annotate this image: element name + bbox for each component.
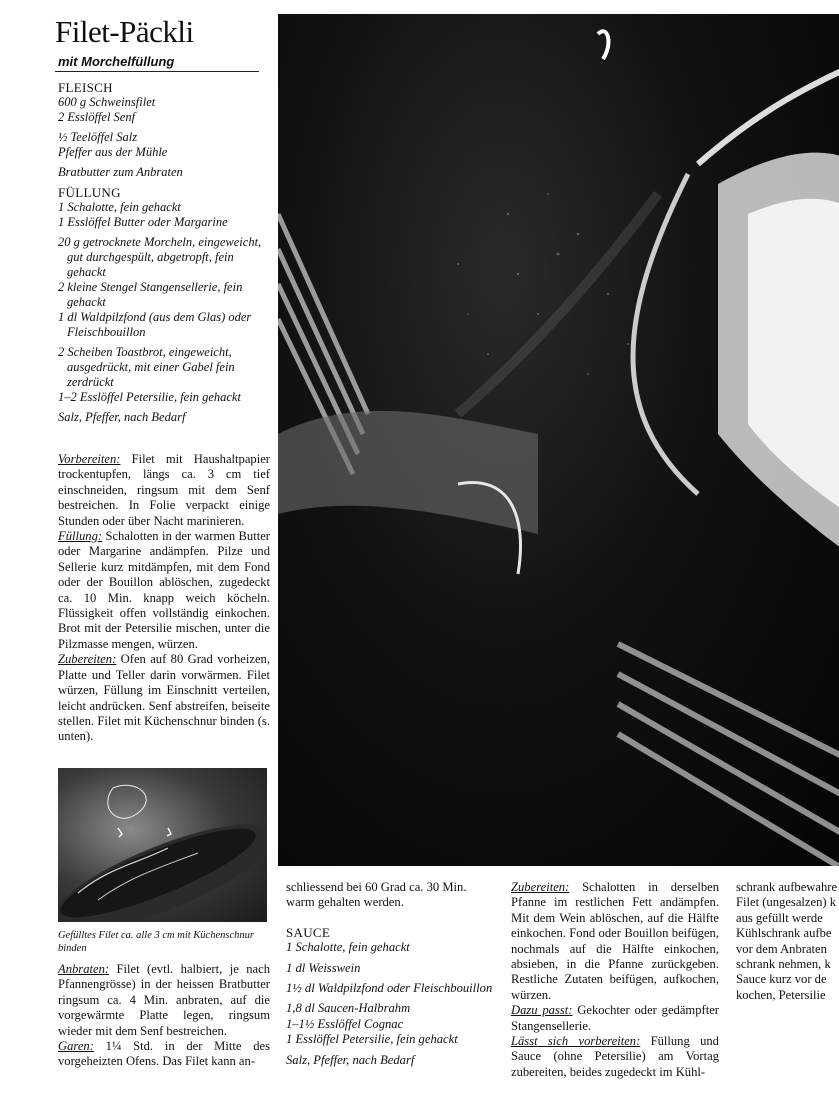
step-text: Filet mit Haushaltpapier trockentupfen, längs ca. 3 cm tief einschneiden, ringsum mit dem Senf bestreichen. In Folie verpackt einige Stunden oder über Nacht marinieren. [58,452,270,528]
cutoff-line: schrank aufbewahre [736,880,838,894]
cutoff-line: Sauce kurz vor de [736,972,827,987]
recipe-subtitle: mit Morchelfüllung [58,54,175,69]
cutoff-line: vor dem Anbraten [736,941,827,956]
step-anbraten [58,962,270,1039]
ingredient-item: 1 dl Waldpilzfond (aus dem Glas) oder Fleischbouillon [58,310,252,339]
sauce-ingredient: 1–1½ Esslöffel Cognac [286,1016,404,1031]
step-text: Gekochter oder gedämpfter Stangensellerie. [511,1003,719,1033]
ingredient-item: 1–2 Esslöffel Petersilie, fein gehackt [58,390,241,404]
step-zubereiten [58,652,270,744]
step-label: Füllung: [58,529,103,544]
cutoff-line: Kühlschrank aufbe [736,926,832,941]
title-divider [55,71,259,72]
step-label: Lässt sich vorbereiten: [511,1034,641,1049]
cutoff-line: kochen, Petersilie [736,987,826,1002]
sauce-method-column [511,880,719,1080]
sauce-ingredient: 1½ dl Waldpilzfond oder Fleischbouillon [286,981,493,996]
step-text: Filet (evtl. halbiert, je nach Pfannengrösse) in der heissen Bratbutter ringsum ca. 4 Min. anbraten, auf die vorgewärmte Platte legen, ringsum wieder mit dem Senf bestreichen. [58,962,270,1038]
step-vorbereiten-tipp [511,1034,719,1080]
step-label: Garen: [58,1039,94,1054]
method-text [58,452,270,745]
continued-text: schliessend bei 60 Grad ca. 30 Min. warm gehalten werden. [286,880,467,910]
ingredient-item: ½ Teelöffel Salz [58,130,138,144]
ingredient-item: 20 g getrocknete Morcheln, eingeweicht, gut durchgespült, abgetropft, fein gehackt [58,235,262,279]
step-fuellung [58,529,270,652]
sauce-ingredient: Salz, Pfeffer, nach Bedarf [286,1052,415,1067]
step-text: Füllung und Sauce (ohne Petersilie) am Vortag zubereiten, beides zugedeckt im Kühl- [511,1034,719,1079]
sauce-ingredient: 1 Esslöffel Petersilie, fein gehackt [286,1032,458,1047]
step-text: Schalotten in der warmen Butter oder Margarine andämpfen. Pilze und Sellerie kurz mitdämpfen, mit dem Fond oder der Bouillon ablöschen, zugedeckt ca. 10 Min. knapp weich köcheln. Flüssigkeit offen vollständig einkochen. Brot mit der Petersilie mischen, unter die Pilzmasse mengen, würzen. [58,529,270,651]
ingredient-item: 2 kleine Stengel Stangensellerie, fein gehackt [58,280,243,309]
ingredient-item: 1 Schalotte, fein gehackt [58,200,181,214]
step-text: 1¼ Std. in der Mitte des vorgeheizten Ofens. Das Filet kann an- [58,1039,270,1069]
ingredient-item: Salz, Pfeffer, nach Bedarf [58,410,186,424]
ingredient-item: 2 Scheiben Toastbrot, eingeweicht, ausgedrückt, mit einer Gabel fein zerdrückt [58,345,235,389]
ingredient-list [58,80,270,425]
ingredient-item: 1 Esslöffel Butter oder Margarine [58,215,228,229]
step-sauce-zubereiten [511,880,719,1003]
sauce-ingredient: 1 Schalotte, fein gehackt [286,940,410,955]
dish-photo [278,14,839,866]
section-heading-fleisch: FLEISCH [58,80,113,95]
step-label: Dazu passt: [511,1003,573,1018]
cutoff-line: Filet (ungesalzen) k [736,895,837,910]
sauce-ingredient: 1 dl Weisswein [286,960,361,975]
recipe-title: Filet-Päckli [55,14,194,49]
cutoff-line: schrank nehmen, k [736,957,831,972]
photo-caption: Gefülltes Filet ca. alle 3 cm mit Küchenschnur binden [58,930,254,954]
step-text: Ofen auf 80 Grad vorheizen, Platte und Teller darin vorwärmen. Filet würzen, Füllung im Einschnitt verteilen, leicht andrücken. Senf abstreifen, beiseite stellen. Filet mit Küchenschnur binden (s. unten). [58,652,270,744]
step-text: Schalotten in derselben Pfanne im restlichen Fett andämpfen. Mit dem Wein ablöschen, auf die Hälfte einkochen. Fond oder Bouillon beifügen, nochmals auf die Hälfte einkochen, absieben, in die Pfanne zurückgeben. Restliche Zutaten beifügen, aufkochen, würzen. [511,880,719,1002]
step-label: Anbraten: [58,962,110,976]
ingredient-item: Pfeffer aus der Mühle [58,145,168,159]
step-dazu-passt [511,1003,719,1034]
section-heading-sauce: SAUCE [286,924,331,940]
step-label: Zubereiten: [58,652,117,667]
step-garen [58,1039,270,1070]
section-heading-fuellung: FÜLLUNG [58,185,121,200]
ingredient-item: 2 Esslöffel Senf [58,110,136,124]
cutoff-column [736,880,839,1003]
sauce-ingredient: 1,8 dl Saucen-Halbrahm [286,1001,411,1016]
cutoff-line: aus gefüllt werde [736,910,823,925]
sauce-column [286,880,498,1068]
method-text-continued [58,962,270,1070]
ingredient-item: Bratbutter zum Anbraten [58,165,183,179]
step-label: Zubereiten: [511,880,570,894]
filet-photo [58,768,267,922]
step-label: Vorbereiten: [58,452,121,466]
step-vorbereiten [58,452,270,529]
ingredient-item: 600 g Schweinsfilet [58,95,156,109]
